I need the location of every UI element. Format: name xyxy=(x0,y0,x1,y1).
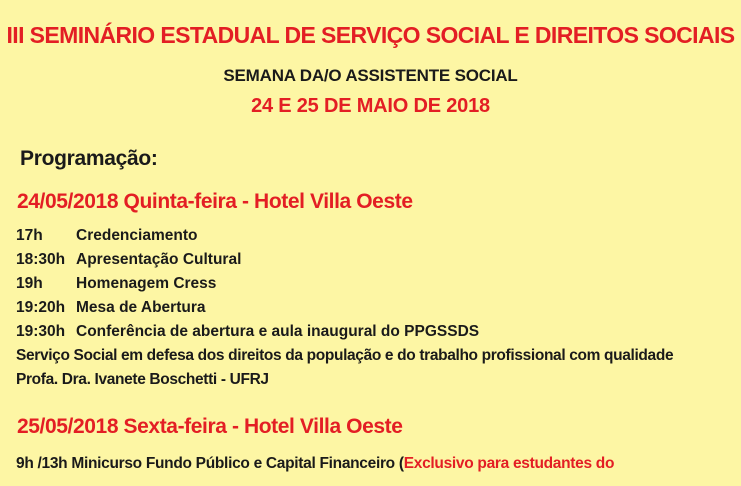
schedule-activity: Credenciamento xyxy=(76,227,198,244)
cropped-text-line xyxy=(16,476,741,486)
schedule-time: 17h xyxy=(16,227,43,244)
schedule-row xyxy=(16,320,736,344)
schedule-activity: Apresentação Cultural xyxy=(76,251,242,268)
schedule-row xyxy=(16,248,736,272)
schedule-time: 19:20h xyxy=(16,299,66,316)
day1-heading: 24/05/2018 Quinta-feira - Hotel Villa Oeste xyxy=(17,190,413,213)
schedule-time: 19h xyxy=(16,275,43,292)
event-title: III SEMINÁRIO ESTADUAL DE SERVIÇO SOCIAL E DIREITOS SOCIAIS xyxy=(6,22,735,48)
day2-note: Exclusivo para estudantes do xyxy=(403,455,615,472)
lecturer-name: Profa. Dra. Ivanete Boschetti - UFRJ xyxy=(16,371,269,388)
schedule-row xyxy=(16,272,736,296)
day2-time: 9h /13h xyxy=(16,455,68,472)
schedule-activity: Mesa de Abertura xyxy=(76,299,206,316)
day2-activity: Minicurso Fundo Público e Capital Financeiro ( xyxy=(71,455,404,472)
program-heading: Programação: xyxy=(20,147,158,170)
schedule-activity: Homenagem Cress xyxy=(76,275,217,292)
day2-first-item xyxy=(16,453,741,475)
schedule-time: 19:30h xyxy=(16,323,66,340)
schedule-activity: Conferência de abertura e aula inaugural do PPGSSDS xyxy=(76,323,480,340)
schedule-row xyxy=(16,296,736,320)
schedule-time: 18:30h xyxy=(16,251,66,268)
cropped-continuation xyxy=(16,476,741,486)
event-subtitle: SEMANA DA/O ASSISTENTE SOCIAL xyxy=(223,66,518,85)
day1-schedule xyxy=(16,224,736,344)
schedule-row xyxy=(16,224,736,248)
day2-heading: 25/05/2018 Sexta-feira - Hotel Villa Oeste xyxy=(17,415,403,438)
lecture-title: Serviço Social em defesa dos direitos da população e do trabalho profissional com qualidade xyxy=(16,347,674,364)
event-dates: 24 E 25 DE MAIO DE 2018 xyxy=(251,95,490,117)
